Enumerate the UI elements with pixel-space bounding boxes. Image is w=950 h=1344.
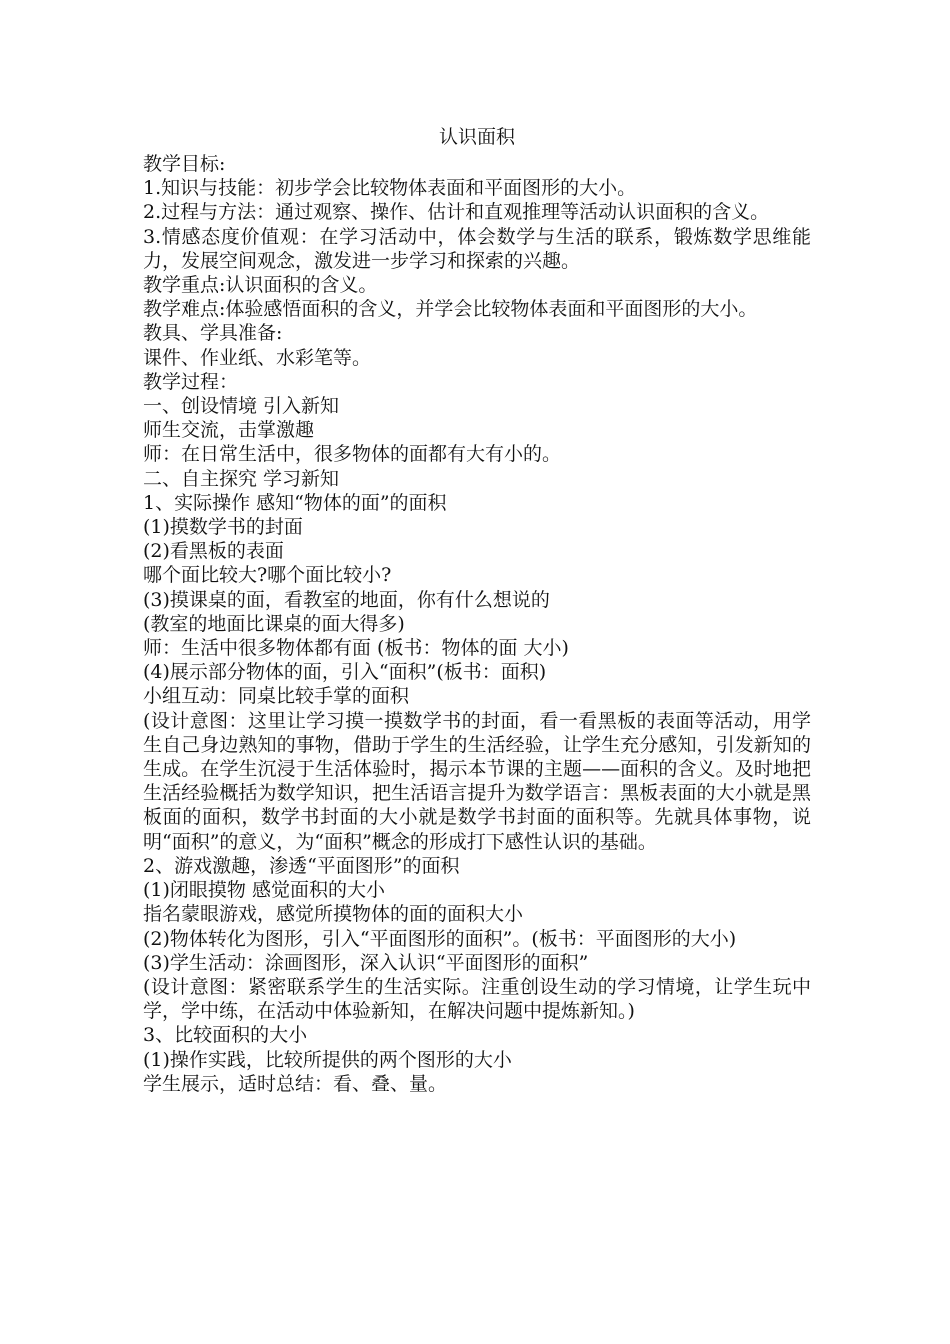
paragraph: (1)摸数学书的封面 — [143, 516, 303, 539]
paragraph: 小组互动：同桌比较手掌的面积 — [143, 685, 410, 708]
paragraph: (3)摸课桌的面，看教室的地面，你有什么想说的 — [143, 588, 550, 611]
document-body — [143, 152, 811, 1096]
paragraph: (4)展示部分物体的面，引入“面积”(板书：面积) — [143, 661, 547, 684]
paragraph: 1、实际操作 感知“物体的面”的面积 — [143, 491, 447, 514]
paragraph: (设计意图：紧密联系学生的生活实际。注重创设生动的学习情境，让学生玩中学，学中练，在活动中体验新知，在解决问题中提炼新知。) — [143, 975, 811, 1023]
paragraph: 教学难点:体验感悟面积的含义，并学会比较物体表面和平面图形的大小。 — [143, 298, 758, 321]
paragraph: (设计意图：这里让学习摸一摸数学书的封面，看一看黑板的表面等活动，用学生自己身边熟知的事物，借助于学生的生活经验，让学生充分感知，引发新知的生成。在学生沉浸于生活体验时，揭示本节课的主题——面积的含义。及时地把生活经验概括为数学知识，把生活语言提升为数学语言：黑板表面的大小就是黑板面的面积，数学书封面的大小就是数学书封面的面积等。先就具体事物，说明“面积”的意义，为“面积”概念的形成打下感性认识的基础。 — [143, 709, 811, 853]
paragraph: (教室的地面比课桌的面大得多) — [143, 612, 405, 635]
paragraph: 哪个面比较大?哪个面比较小? — [143, 564, 392, 587]
paragraph: 1.知识与技能：初步学会比较物体表面和平面图形的大小。 — [143, 177, 637, 200]
document-title: 认识面积 — [438, 126, 515, 148]
paragraph: 教具、学具准备: — [143, 322, 283, 345]
paragraph: 教学重点:认识面积的含义。 — [143, 274, 378, 297]
paragraph: (2)物体转化为图形，引入“平面图形的面积”。(板书：平面图形的大小) — [143, 927, 737, 950]
paragraph: 2、游戏激趣，渗透“平面图形”的面积 — [143, 854, 460, 877]
paragraph: 师：在日常生活中，很多物体的面都有大有小的。 — [143, 443, 562, 466]
paragraph: (2)看黑板的表面 — [143, 540, 284, 563]
paragraph: 指名蒙眼游戏，感觉所摸物体的面的面积大小 — [143, 903, 524, 926]
document-page — [143, 122, 811, 1096]
paragraph: 学生展示，适时总结：看、叠、量。 — [143, 1072, 448, 1095]
paragraph: (3)学生活动：涂画图形，深入认识“平面图形的面积” — [143, 951, 589, 974]
paragraph: (1)闭眼摸物 感觉面积的大小 — [143, 879, 385, 902]
paragraph: 师：生活中很多物体都有面 (板书：物体的面 大小) — [143, 637, 569, 660]
paragraph: 师生交流，击掌激趣 — [143, 419, 315, 442]
paragraph: 一、创设情境 引入新知 — [143, 395, 340, 418]
paragraph: 3、比较面积的大小 — [143, 1024, 308, 1047]
paragraph: 教学过程： — [143, 370, 239, 393]
paragraph: (1)操作实践，比较所提供的两个图形的大小 — [143, 1048, 512, 1071]
paragraph: 课件、作业纸、水彩笔等。 — [143, 346, 372, 369]
paragraph: 2.过程与方法：通过观察、操作、估计和直观推理等活动认识面积的含义。 — [143, 201, 770, 224]
paragraph: 教学目标: — [143, 153, 226, 175]
paragraph: 二、自主探究 学习新知 — [143, 467, 340, 490]
paragraph: 3.情感态度价值观：在学习活动中，体会数学与生活的联系，锻炼数学思维能力，发展空间观念，激发进一步学习和探索的兴趣。 — [143, 225, 811, 272]
